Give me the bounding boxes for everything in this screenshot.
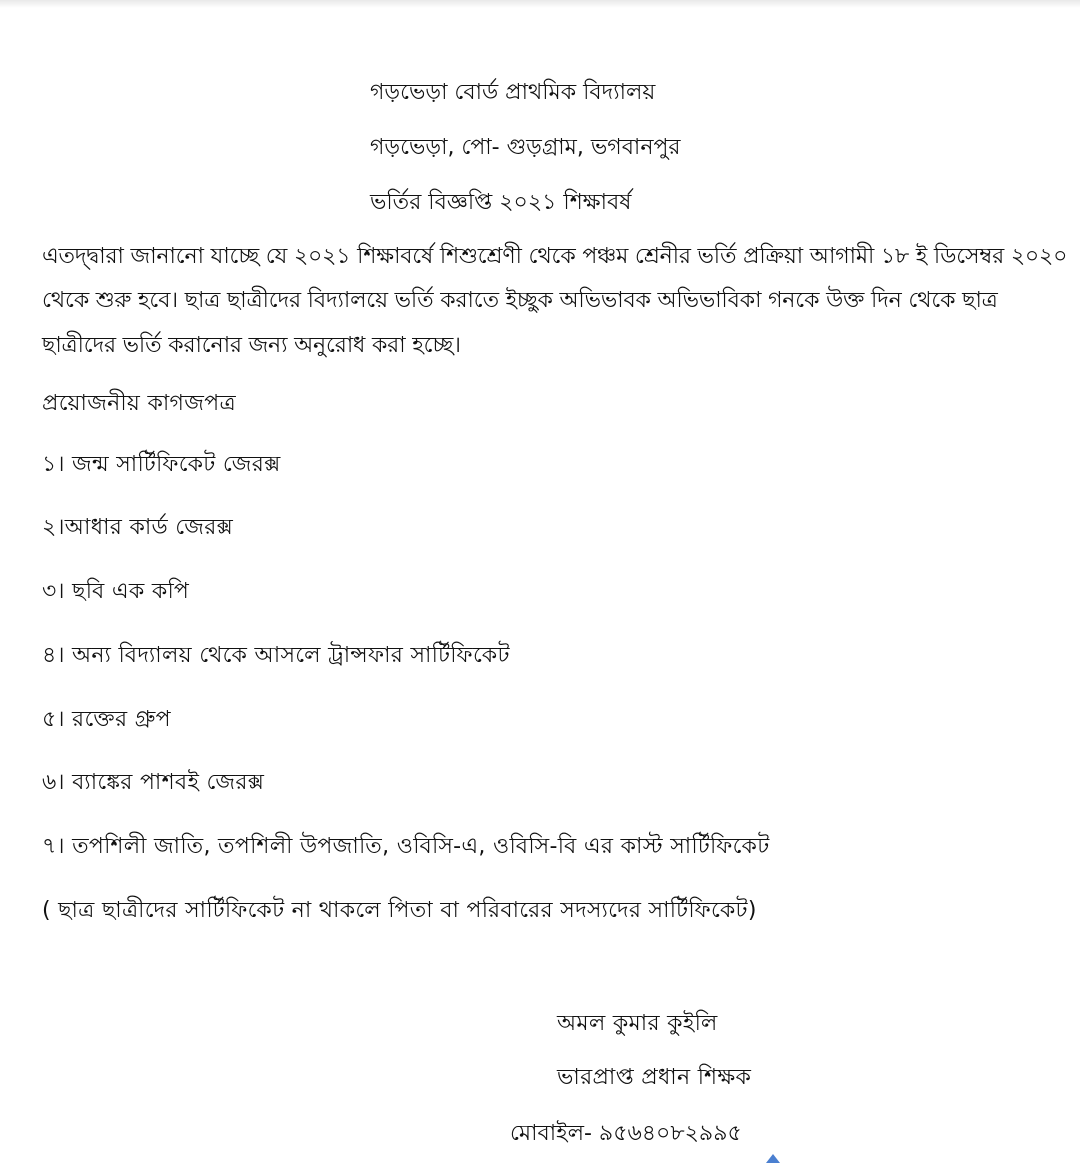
documents-heading: প্রয়োজনীয় কাগজপত্র xyxy=(42,391,236,416)
certificate-note: ( ছাত্র ছাত্রীদের সার্টিফিকেট না থাকলে পিতা বা পরিবারের সদস্যদের সার্টিফিকেট) xyxy=(42,898,757,923)
selection-handle-icon[interactable] xyxy=(766,1154,780,1163)
notice-title: ভর্তির বিজ্ঞপ্তি ২০২১ শিক্ষাবর্ষ xyxy=(370,190,632,215)
signatory-name: অমল কুমার কুইলি xyxy=(557,1011,718,1036)
document-item: ৬। ব্যাঙ্কের পাশবই জেরক্স xyxy=(42,770,265,795)
document-item: ৭। তপশিলী জাতি, তপশিলী উপজাতি, ওবিসি-এ, ওবিসি-বি এর কাস্ট সার্টিফিকেট xyxy=(42,834,770,859)
paragraph-line: ছাত্রীদের ভর্তি করানোর জন্য অনুরোধ করা হচ্ছে। xyxy=(42,333,461,358)
document-item: ৫। রক্তের গ্রুপ xyxy=(42,707,171,732)
document-item: ১। জন্ম সার্টিফিকেট জেরক্স xyxy=(42,452,281,477)
school-name: গড়ভেড়া বোর্ড প্রাথমিক বিদ্যালয় xyxy=(370,80,656,105)
page-top-edge xyxy=(0,0,1080,8)
paragraph-line: এতদ্দ্বারা জানানো যাচ্ছে যে ২০২১ শিক্ষাবর্ষে শিশুশ্রেণী থেকে পঞ্চম শ্রেনীর ভর্তি প্রক্রিয়া আগামী ১৮ ই ডিসেম্বর ২০২০ xyxy=(42,244,1068,269)
paragraph-line: থেকে শুরু হবে। ছাত্র ছাত্রীদের বিদ্যালয়ে ভর্তি করাতে ইচ্ছুক অভিভাবক অভিভাবিকা গনকে উক্ত দিন থেকে ছাত্র xyxy=(42,288,998,313)
signatory-designation: ভারপ্রাপ্ত প্রধান শিক্ষক xyxy=(557,1065,752,1090)
document-item: ৩। ছবি এক কপি xyxy=(42,579,190,604)
document-item: ৪। অন্য বিদ্যালয় থেকে আসলে ট্রান্সফার সার্টিফিকেট xyxy=(42,643,510,668)
signatory-mobile: মোবাইল- ৯৫৬৪০৮২৯৯৫ xyxy=(510,1121,742,1146)
document-item: ২।আধার কার্ড জেরক্স xyxy=(42,515,234,540)
school-address: গড়ভেড়া, পো- গুড়গ্রাম, ভগবানপুর xyxy=(370,135,681,160)
